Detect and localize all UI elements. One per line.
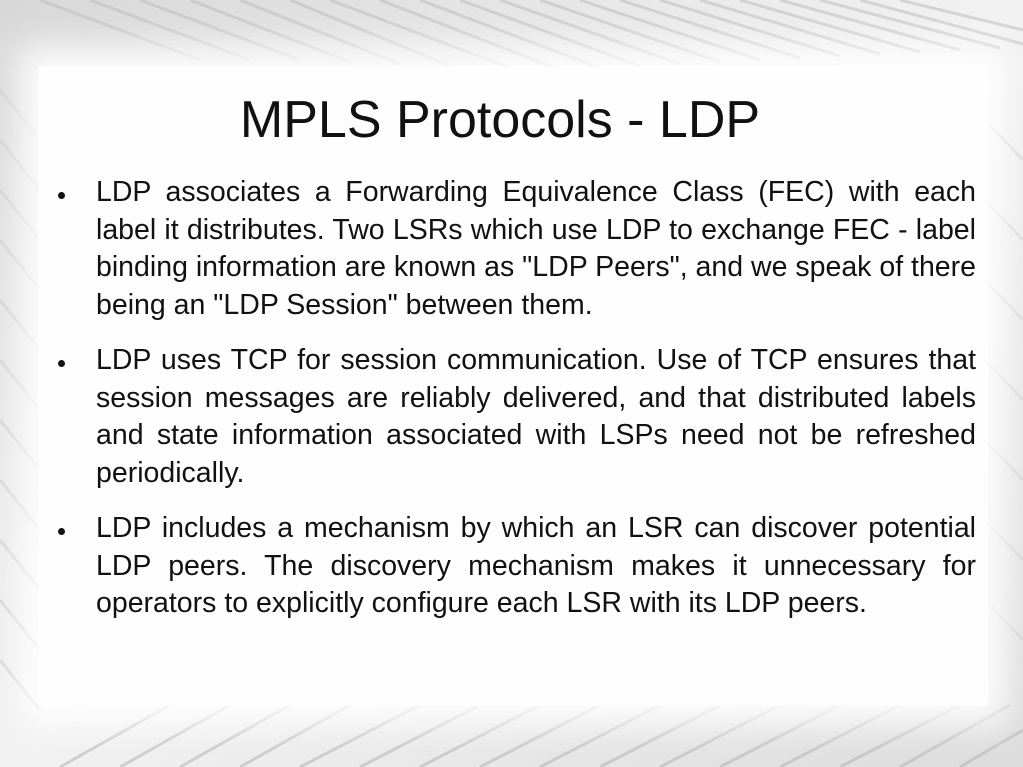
bullet-dot-icon [58,192,65,199]
slide-title: MPLS Protocols - LDP [239,91,761,149]
bullet-text: LDP associates a Forwarding Equivalence Class (FEC) with each label it distributes. Two LSRs which use LDP to exchange FEC - label binding information are known as "LDP Peers", and we speak of there being an "LDP Session" between them. [96,176,976,321]
bullet-item [58,510,976,623]
bullet-list [58,174,976,641]
bullet-text: LDP includes a mechanism by which an LSR can discover potential LDP peers. The discovery mechanism makes it unnecessary for operators to explicitly configure each LSR with its LDP peers. [96,512,976,619]
bullet-item [58,342,976,492]
bullet-dot-icon [58,360,65,367]
bullet-dot-icon [58,528,65,535]
bullet-text: LDP uses TCP for session communication. Use of TCP ensures that session messages are reliably delivered, and that distributed labels and state information associated with LSPs need not be refreshed periodically. [96,344,976,489]
bullet-item [58,174,976,324]
